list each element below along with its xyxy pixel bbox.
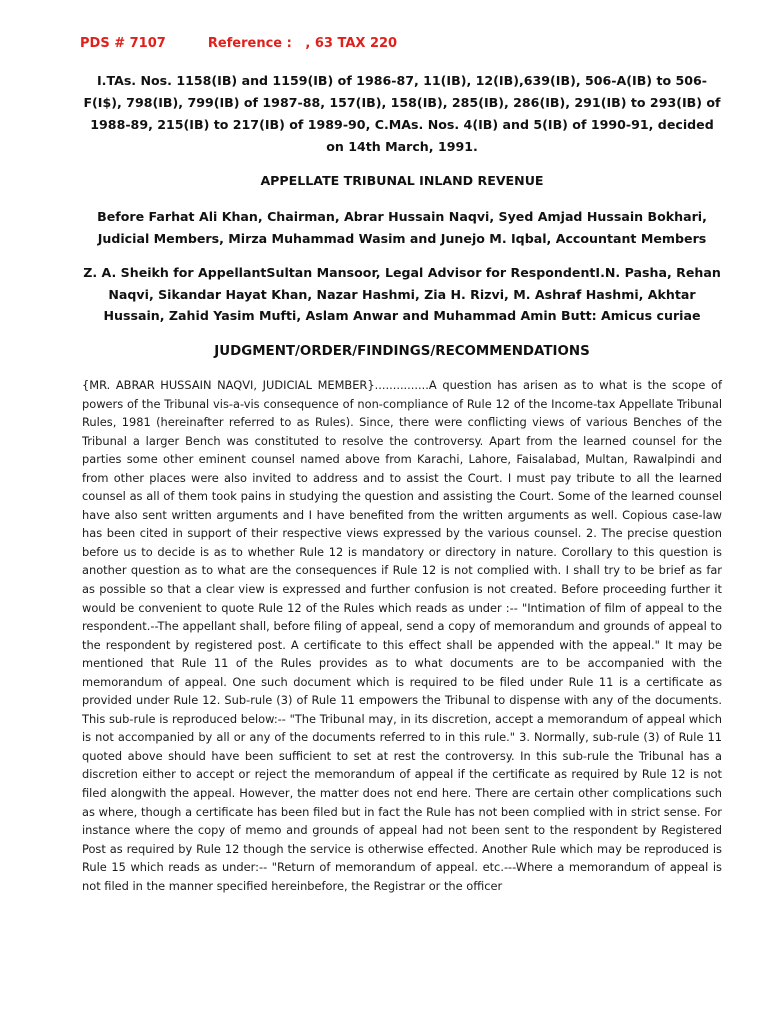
reference-line xyxy=(80,36,397,51)
reference-value: , 63 TAX 220 xyxy=(305,36,398,51)
reference-label: Reference : xyxy=(207,36,292,51)
counsel-list: Z. A. Sheikh for AppellantSultan Mansoor, Legal Advisor for RespondentI.N. Pasha, Rehan Naqvi, Sikandar Hayat Khan, Nazar Hashmi, Zia H. Rizvi, M. Ashraf Hashmi, Akhtar Hussain, Zahid Yasim Mufti, Aslam Anwar and Muhammad Amin Butt: Amicus curiae xyxy=(83,265,721,323)
tribunal-name: APPELLATE TRIBUNAL INLAND REVENUE xyxy=(260,173,544,188)
judgment-body: {MR. ABRAR HUSSAIN NAQVI, JUDICIAL MEMBER}...............A question has arisen as to what is the scope of powers of the Tribunal vis-a-vis consequence of non-compliance of Rule 12 of the Income-tax Appellate Tribunal Rules, 1981 (hereinafter referred to as Rules). Since, there were conflicting views of various Benches of the Tribunal a larger Bench was constituted to resolve the controversy. Apart from the learned counsel for the parties some other eminent counsel named above from Karachi, Lahore, Faisalabad, Multan, Rawalpindi and from other places were also invited to address and to assist the Court. I must pay tribute to all the learned counsel as all of them took pains in studying the question and assisting the Court. Some of the learned counsel have also sent written arguments and I have benefited from the written arguments as well. Copious case-law has been cited in support of their respective views expressed by the various counsel. 2. The precise question before us to decide is as to whether Rule 12 is mandatory or directory in nature. Corollary to this question is another question as to what are the consequences if Rule 12 is not complied with. I shall try to be brief as far as possible so that a clear view is expressed and further confusion is not created. Before proceeding further it would be convenient to quote Rule 12 of the Rules which reads as under :-- "Intimation of film of appeal to the respondent.--The appellant shall, before filing of appeal, send a copy of memorandum and grounds of appeal to the respondent by registered post. A certificate to this effect shall be appended with the appeal." It may be mentioned that Rule 11 of the Rules provides as to what documents are to be accompanied with the memorandum of appeal. One such document which is required to be filed under Rule 11 is a certificate as provided under Rule 12. Sub-rule (3) of Rule 11 empowers the Tribunal to dispense with any of the documents. This sub-rule is reproduced below:-- "The Tribunal may, in its discretion, accept a memorandum of appeal which is not accompanied by all or any of the documents referred to in this rule." 3. Normally, sub-rule (3) of Rule 11 quoted above should have been sufficient to set at rest the controversy. In this sub-rule the Tribunal has a discretion either to accept or reject the memorandum of appeal if the certificate as required by Rule 12 is not filed alongwith the appeal. However, the matter does not end here. There are certain other complications such as where, though a certificate has been filed but in fact the Rule has not been complied with in strict sense. For instance where the copy of memo and grounds of appeal had not been sent to the respondent by Registered Post as required by Rule 12 though the service is otherwise effected. Another Rule which may be reproduced is Rule 15 which reads as under:-- "Return of memorandum of appeal. etc.---Where a memorandum of appeal is not filed in the manner specified hereinbefore, the Registrar or the officer xyxy=(82,378,722,893)
pds-number: PDS # 7107 xyxy=(80,36,166,51)
case-heading: I.TAs. Nos. 1158(IB) and 1159(IB) of 1986-87, 11(IB), 12(IB),639(IB), 506-A(IB) to 506-F(I$), 798(IB), 799(IB) of 1987-88, 157(IB), 158(IB), 285(IB), 286(IB), 291(IB) to 293(IB) of 1988-89, 215(IB) to 217(IB) of 1989-90, C.MAs. Nos. 4(IB) and 5(IB) of 1990-91, decided on 14th March, 1991. xyxy=(83,73,721,154)
judgment-heading: JUDGMENT/ORDER/FINDINGS/RECOMMENDATIONS xyxy=(214,344,590,359)
bench-members: Before Farhat Ali Khan, Chairman, Abrar Hussain Naqvi, Syed Amjad Hussain Bokhari, Judicial Members, Mirza Muhammad Wasim and Junejo M. Iqbal, Accountant Members xyxy=(97,209,707,246)
